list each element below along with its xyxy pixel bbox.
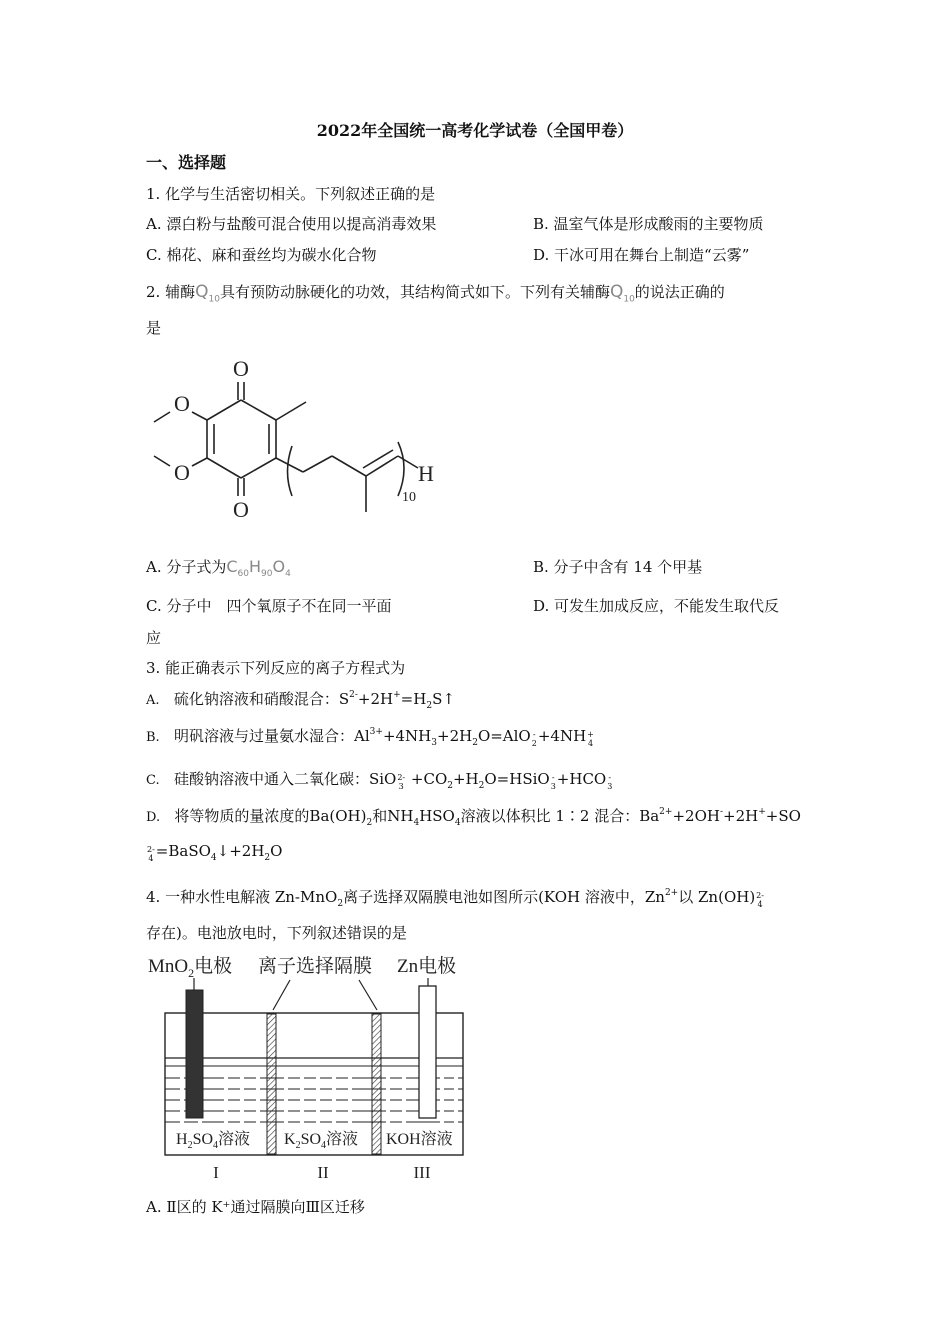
q2-option-d-cont: 应: [146, 629, 162, 647]
zn-electrode-label: Zn电极: [397, 956, 457, 977]
q2-option-c: C. 分子中 四个氧原子不在同一平面: [146, 597, 392, 615]
q3-option-d: D. 将等物质的量浓度的$Ba(OH)_2$和$NH_4HSO_4$溶液以体积比 1∶2 混合：$Ba^{2+}+2OH^-+2H^++SO$: [146, 807, 801, 828]
q1-option-d: D. 干冰可用在舞台上制造“云雾”: [533, 246, 750, 264]
structure-o-left2: O: [174, 460, 190, 485]
q2-stem: 2. 辅酶$Q_{10}$具有预防动脉硬化的功效，其结构简式如下。下列有关辅酶$Q_{10}$的说法正确的: [146, 282, 725, 305]
k2so4-solution-label: $K_2SO_4$溶液: [284, 1131, 359, 1151]
q2-option-d: D. 可发生加成反应，不能发生取代反: [533, 597, 780, 615]
mno2-electrode: [186, 990, 203, 1118]
zn-electrode: [419, 986, 436, 1118]
coenzyme-q10-structure: [140, 350, 480, 530]
page-title: 2022年全国统一高考化学试卷（全国甲卷）: [316, 121, 634, 140]
h2so4-solution-label: $H_2SO_4$溶液: [176, 1131, 251, 1151]
region-ii-label: II: [317, 1163, 329, 1182]
q3-option-d-cont: 2- $4 =BaSO_4↓+2H_2O$: [147, 842, 283, 863]
structure-o-top: O: [233, 356, 249, 381]
q1-option-b: B. 温室气体是形成酸雨的主要物质: [533, 215, 764, 233]
q10-symbol: $Q_{10}$: [609, 282, 635, 305]
q3-option-c: C. 硅酸钠溶液中通入二氧化碳：SiO2- $3 +CO_2+H_2O=HSiO$ - 3+HCO - 3: [146, 770, 613, 791]
q1-stem: 1. 化学与生活密切相关。下列叙述正确的是: [146, 185, 436, 203]
mno2-electrode-label: MnO$_2$电极: [148, 956, 233, 980]
q4-stem: 4. 一种水性电解液 Zn-MnO$_2$离子选择双隔膜电池如图所示(KOH 溶液中，$Zn^{2+}$以 Zn(OH)2- 4: [146, 888, 764, 909]
membrane-left: [267, 1014, 276, 1154]
q3-option-b: B. 明矾溶液与过量氨水湿合：$Al^{3+}+4NH_3+2H_2O=AlO$ - 2+4NH+ 4: [146, 727, 594, 748]
q2-option-a: A. 分子式为$C_{60}H_{90}O_4$: [146, 557, 291, 580]
q2-option-b: B. 分子中含有 14 个甲基: [533, 558, 703, 576]
q4-stem-cont: 存在)。电池放电时，下列叙述错误的是: [146, 924, 407, 942]
q3-stem: 3. 能正确表示下列反应的离子方程式为: [146, 659, 406, 677]
structure-o-bottom: O: [233, 497, 249, 522]
q4-option-a: A. Ⅱ区的 K⁺通过隔膜向Ⅲ区迁移: [146, 1198, 365, 1216]
section-heading: 一、选择题: [146, 153, 227, 172]
koh-solution-label: KOH溶液: [386, 1131, 453, 1148]
membrane-label: 离子选择隔膜: [258, 956, 373, 977]
structure-o-left1: O: [174, 391, 190, 416]
membrane-right: [372, 1014, 381, 1154]
q3-option-a: A. 硫化钠溶液和硝酸混合：$S^{2-}+2H^+=H_2S↑$: [146, 690, 455, 711]
battery-diagram: [140, 948, 480, 1183]
q1-option-c: C. 棉花、麻和蚕丝均为碳水化合物: [146, 246, 377, 264]
q10-symbol: $Q_{10}$: [195, 282, 220, 305]
region-iii-label: III: [413, 1163, 431, 1182]
region-i-label: I: [213, 1163, 219, 1182]
structure-repeat-count: 10: [402, 490, 416, 505]
q1-option-a: A. 漂白粉与盐酸可混合使用以提高消毒效果: [146, 215, 437, 233]
q2-stem-cont: 是: [146, 319, 162, 337]
structure-h: H: [418, 461, 434, 486]
